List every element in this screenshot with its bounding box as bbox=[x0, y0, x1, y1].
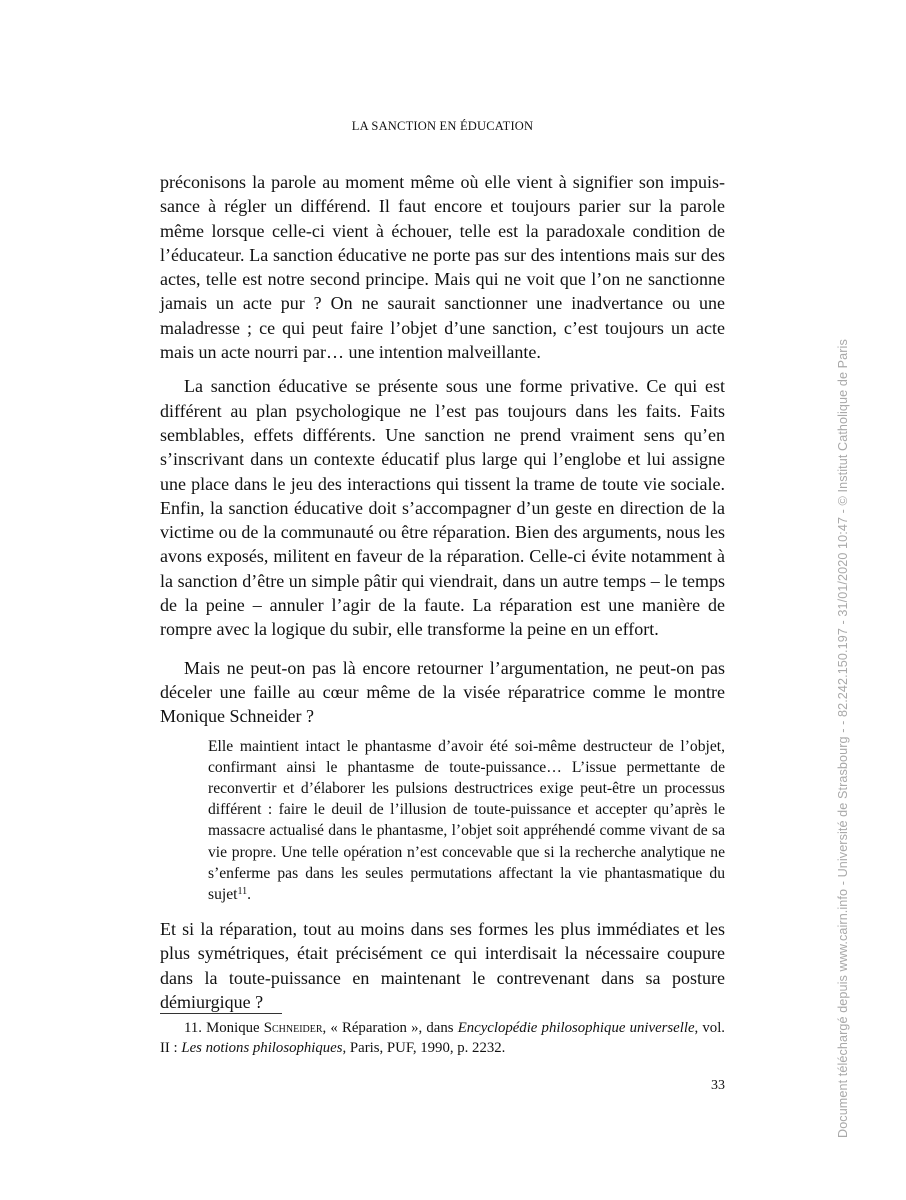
footnote-divider bbox=[160, 1013, 282, 1014]
footnote-author: Schneider bbox=[263, 1020, 323, 1036]
paragraph: Et si la réparation, tout au moins dans ses formes les plus immédiates et les plus symétriques, était précisément ce qui interdisait la nécessaire coupure dans la toute-puissance en maintenant le contrevenant dans sa posture démiurgique ? bbox=[160, 919, 725, 1013]
footnote-text: , « Réparation », dans bbox=[322, 1020, 458, 1036]
download-watermark: Document téléchargé depuis www.cairn.info - Université de Strasbourg - - 82.242.150.197 - 31/01/2020 10:47 - © Institut Catholique de Paris bbox=[836, 339, 850, 1138]
footnote-work-title: Encyclopédie philosophique universelle bbox=[457, 1020, 695, 1036]
page-number: 33 bbox=[711, 1078, 725, 1093]
footnote-text: , Paris, PUF, 1990, p. 2232. bbox=[342, 1040, 506, 1056]
paragraph: préconisons la parole au moment même où elle vient à signifier son impuissance à régler un différend. Il faut encore et toujours parier sur la parole même lorsque celle-ci vient à échouer, telle est la paradoxale condition de l’éducateur. La sanction éducative ne porte pas sur des intentions mais sur des actes, telle est notre second principe. Mais qui ne voit que l’on ne sanctionne jamais un acte pur ? On ne saurait sanctionner une inadvertance ou une maladresse ; ce qui peut faire l’objet d’une sanction, c’est toujours un acte mais un acte nourri par… une intention malveillante. bbox=[160, 172, 725, 363]
footnote-volume-title: Les notions philosophiques bbox=[181, 1040, 343, 1056]
quote-text: Elle maintient intact le phantasme d’avoir été soi-même destructeur de l’objet, confirmant ainsi le phantasme de toute-puissance… L’issue permettante de reconvertir et d’élaborer les pulsions destructrices exige peut-être un processus différent : faire le deuil de l’illusion de toute-puissance et accepter qu’après le massacre actualisé dans le phantasme, l’objet soit appréhendé comme vivant de sa vie propre. Une telle opération n’est concevable que si la recherche analytique ne s’enferme pas dans les seules permutations affectant la vie phantasmatique du sujet bbox=[208, 737, 725, 903]
footnote bbox=[160, 1018, 725, 1058]
paragraph: La sanction éducative se présente sous une forme privative. Ce qui est différent au plan psychologique ne l’est pas toujours dans les faits. Faits semblables, effets différents. Une sanction ne prend vraiment sens qu’en s’inscrivant dans un contexte éducatif plus large qui l’englobe et lui assigne une place dans le jeu des interactions qui tissent la trame de toute vie sociale. Enfin, la sanction éducative doit s’accompagner d’un geste en direction de la victime ou de la communauté ou être réparation. Bien des arguments, nous les avons exposés, militent en faveur de la réparation. Celle-ci évite notamment à la sanction d’être un simple pâtir qui viendrait, dans un autre temps – le temps de la peine – annuler l’agir de la faute. La réparation est une manière de rompre avec la logique du subir, elle transforme la peine en un effort. bbox=[160, 376, 725, 640]
running-head: LA SANCTION EN ÉDUCATION bbox=[351, 119, 534, 133]
footnote-number: 11. Monique bbox=[184, 1020, 264, 1036]
footnote-text: , vol. II : bbox=[160, 1020, 726, 1056]
paragraph: Mais ne peut-on pas là encore retourner l’argumentation, ne peut-on pas déceler une faille au cœur même de la visée réparatrice comme le montre Monique Schneider ? bbox=[160, 657, 725, 727]
footnote-reference[interactable]: 11 bbox=[237, 885, 248, 897]
block-quote: Elle maintient intact le phantasme d’avoir été soi-même destructeur de l’objet, confirmant ainsi le phantasme de toute-puissance… L’issue permettante de reconvertir et d’élaborer les pulsions destructrices exige peut-être un processus différent : faire le deuil de l’illusion de toute-puissance et accepter qu’après le massacre actualisé dans le phantasme, l’objet soit appréhendé comme vivant de sa vie propre. Une telle opération n’est concevable que si la recherche analytique ne s’enferme pas dans les seules permutations affectant la vie phantasmatique du sujet$^{11}$. bbox=[208, 737, 725, 903]
body-text bbox=[160, 170, 725, 1014]
